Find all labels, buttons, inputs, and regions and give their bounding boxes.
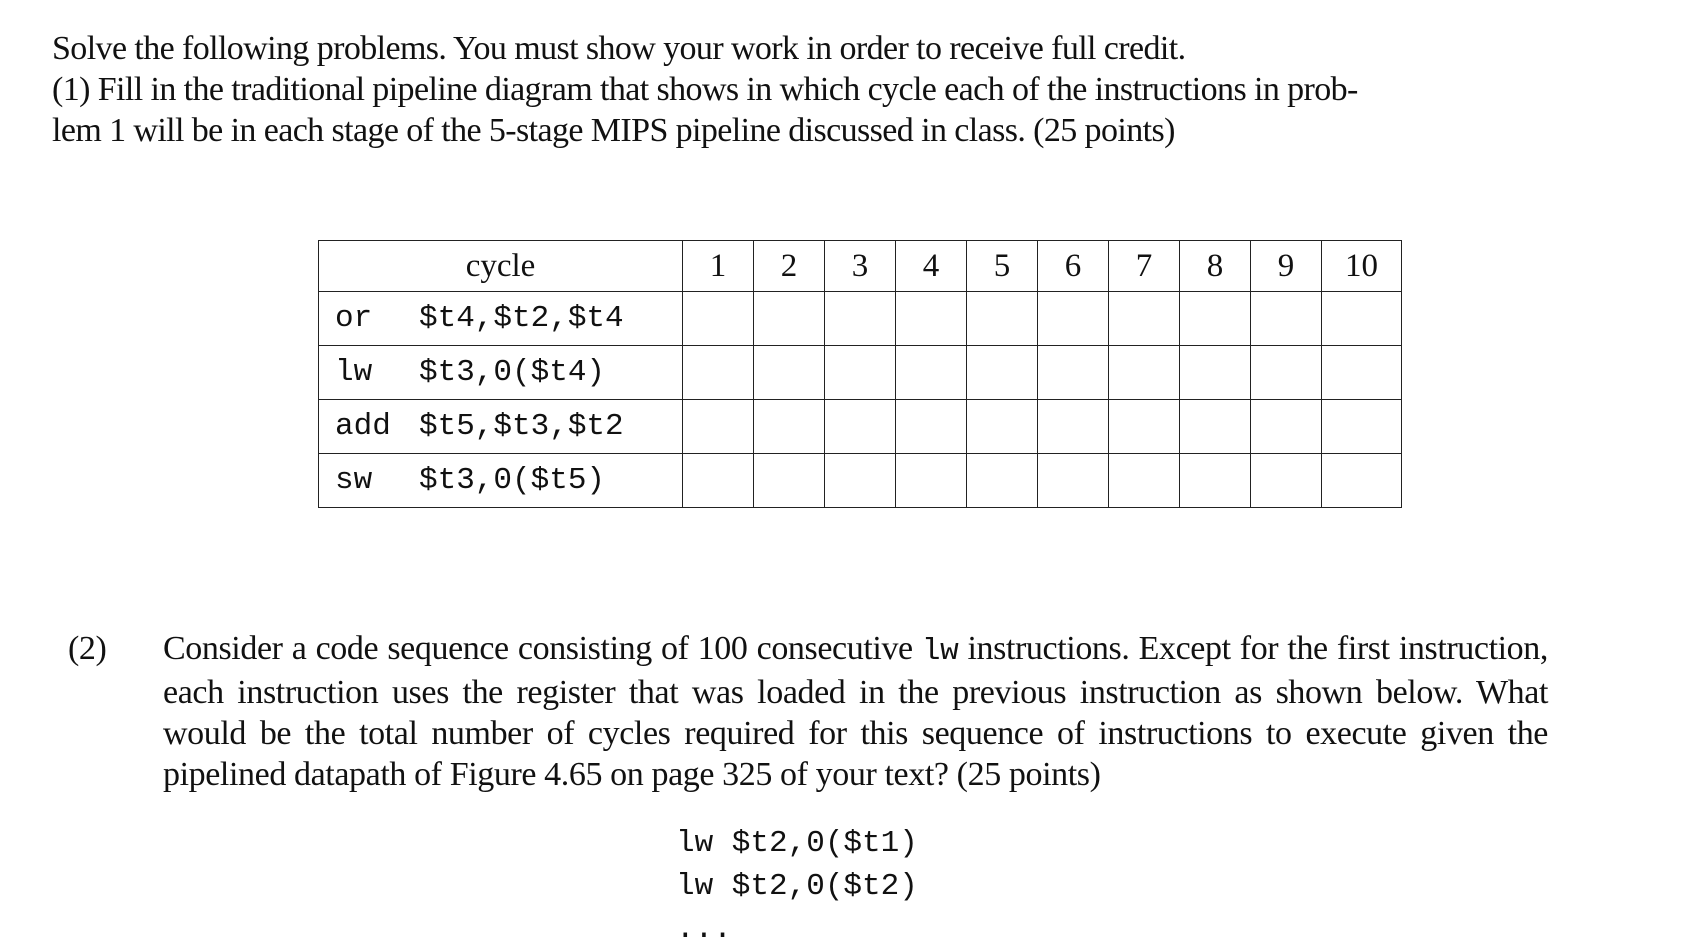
instruction-opcode: sw <box>335 463 373 498</box>
stage-cell[interactable] <box>683 400 754 454</box>
stage-cell[interactable] <box>825 400 896 454</box>
problem-1-line: lem 1 will be in each stage of the 5-stage MIPS pipeline discussed in class. (25 points) <box>52 112 1175 149</box>
stage-cell[interactable] <box>1109 292 1180 346</box>
instruction-operands: $t4,$t2,$t4 <box>419 301 624 336</box>
stage-cell[interactable] <box>825 292 896 346</box>
stage-cell[interactable] <box>1038 400 1109 454</box>
stage-cell[interactable] <box>1322 346 1402 400</box>
stage-cell[interactable] <box>1251 454 1322 508</box>
instruction-operands: $t5,$t3,$t2 <box>419 409 624 444</box>
problem-1-line: (1) Fill in the traditional pipeline diagram that shows in which cycle each of the instructions in prob- <box>52 71 1358 108</box>
stage-cell[interactable] <box>1251 346 1322 400</box>
table-row <box>319 292 1402 346</box>
stage-cell[interactable] <box>754 346 825 400</box>
problem-2 <box>68 628 1548 795</box>
cycle-number-cell: 7 <box>1109 241 1180 292</box>
code-line: lw $t2,0($t1) <box>676 826 918 861</box>
stage-cell[interactable] <box>683 346 754 400</box>
stage-cell[interactable] <box>1180 400 1251 454</box>
cycle-number-cell: 2 <box>754 241 825 292</box>
stage-cell[interactable] <box>683 292 754 346</box>
stage-cell[interactable] <box>754 454 825 508</box>
instruction-operands: $t3,0($t4) <box>419 355 606 390</box>
code-listing <box>676 822 918 951</box>
problem-number: (2) <box>68 630 107 667</box>
cycle-number-cell: 8 <box>1180 241 1251 292</box>
stage-cell[interactable] <box>896 400 967 454</box>
cycle-number-cell: 10 <box>1322 241 1402 292</box>
stage-cell[interactable] <box>683 454 754 508</box>
stage-cell[interactable] <box>967 454 1038 508</box>
stage-cell[interactable] <box>1180 292 1251 346</box>
problem-text: instructions. Except for the first instruction, each instruction uses the register that was loaded in the previous instruction as shown below. What would be the total number of cycles required for this sequence of instructions to execute given the pipelined datapath of Figure 4.65 on page 325 of your text? (25 points) <box>163 630 1548 793</box>
instruction-opcode: lw <box>335 355 373 390</box>
instruction-opcode: add <box>335 409 391 444</box>
stage-cell[interactable] <box>1180 346 1251 400</box>
code-line: ... <box>676 912 732 947</box>
intro-line: Solve the following problems. You must show your work in order to receive full credit. <box>52 30 1186 67</box>
cycle-number-cell: 5 <box>967 241 1038 292</box>
instruction-operands: $t3,0($t5) <box>419 463 606 498</box>
table-row <box>319 346 1402 400</box>
cycle-number-cell: 6 <box>1038 241 1109 292</box>
stage-cell[interactable] <box>1038 454 1109 508</box>
cycle-header: cycle <box>319 241 683 292</box>
table-row <box>319 454 1402 508</box>
stage-cell[interactable] <box>1109 400 1180 454</box>
inline-code: lw <box>921 634 959 669</box>
cycle-number-cell: 1 <box>683 241 754 292</box>
table-row <box>319 400 1402 454</box>
stage-cell[interactable] <box>967 400 1038 454</box>
cycle-number-cell: 3 <box>825 241 896 292</box>
instruction-opcode: or <box>335 301 373 336</box>
stage-cell[interactable] <box>1322 292 1402 346</box>
stage-cell[interactable] <box>1038 292 1109 346</box>
table-header-row <box>319 241 1402 292</box>
stage-cell[interactable] <box>825 346 896 400</box>
cycle-number-cell: 4 <box>896 241 967 292</box>
instruction-cell <box>319 292 683 346</box>
problem-text: Consider a code sequence consisting of 100 consecutive <box>163 630 913 667</box>
stage-cell[interactable] <box>896 346 967 400</box>
code-line: lw $t2,0($t2) <box>676 869 918 904</box>
problem-2-text <box>163 628 1548 795</box>
stage-cell[interactable] <box>896 454 967 508</box>
stage-cell[interactable] <box>825 454 896 508</box>
stage-cell[interactable] <box>1109 454 1180 508</box>
cycle-number-cell: 9 <box>1251 241 1322 292</box>
stage-cell[interactable] <box>1180 454 1251 508</box>
stage-cell[interactable] <box>1251 400 1322 454</box>
stage-cell[interactable] <box>1251 292 1322 346</box>
stage-cell[interactable] <box>967 292 1038 346</box>
stage-cell[interactable] <box>754 292 825 346</box>
stage-cell[interactable] <box>967 346 1038 400</box>
instruction-cell <box>319 346 683 400</box>
stage-cell[interactable] <box>1109 346 1180 400</box>
stage-cell[interactable] <box>1322 400 1402 454</box>
stage-cell[interactable] <box>754 400 825 454</box>
stage-cell[interactable] <box>1038 346 1109 400</box>
instruction-cell <box>319 400 683 454</box>
instruction-cell <box>319 454 683 508</box>
stage-cell[interactable] <box>896 292 967 346</box>
problem-instructions <box>52 28 1612 151</box>
pipeline-diagram-table <box>318 240 1402 508</box>
stage-cell[interactable] <box>1322 454 1402 508</box>
